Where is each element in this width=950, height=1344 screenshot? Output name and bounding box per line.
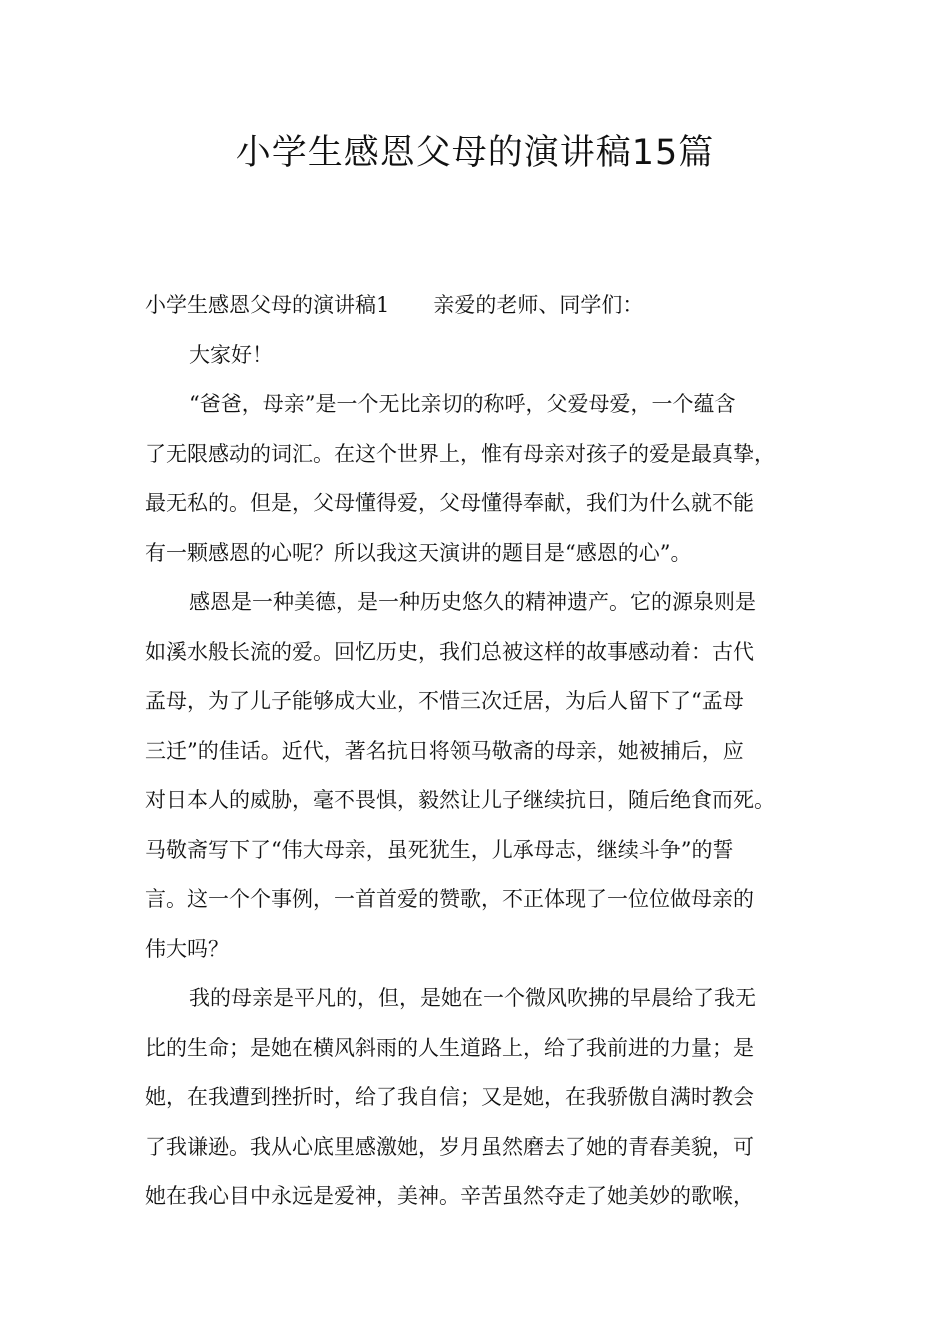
paragraph-line: 她在我心目中永远是爱神，美神。辛苦虽然夺走了她美妙的歌喉， (145, 1184, 754, 1208)
paragraph-line: 有一颗感恩的心呢？所以我这天演讲的题目是“感恩的心”。 (145, 540, 692, 565)
speech-heading: 小学生感恩父母的演讲稿1 (145, 293, 390, 317)
paragraph-line: 如溪水般长流的爱。回忆历史，我们总被这样的故事感动着：古代 (145, 639, 754, 664)
paragraph-line: 了无限感动的词汇。在这个世界上，惟有母亲对孩子的爱是最真挚， (145, 441, 775, 466)
paragraph-line: 马敬斋写下了“伟大母亲，虽死犹生，儿承母志，继续斗争”的誓 (145, 837, 734, 862)
paragraph-line: 她，在我遭到挫折时，给了我自信；又是她，在我骄傲自满时教会 (145, 1085, 754, 1109)
heading-line (145, 281, 815, 331)
paragraph-line: 比的生命；是她在横风斜雨的人生道路上，给了我前进的力量；是 (145, 1035, 754, 1060)
paragraph-line: 了我谦逊。我从心底里感激她，岁月虽然磨去了她的青春美貌，可 (145, 1134, 754, 1159)
paragraph-line: 大家好！ (189, 342, 273, 367)
paragraph-line: 对日本人的威胁，毫不畏惧，毅然让儿子继续抗日，随后绝食而死。 (145, 788, 775, 812)
paragraph-line: 感恩是一种美德，是一种历史悠久的精神遗产。它的源泉则是 (189, 590, 756, 614)
salutation: 亲爱的老师、同学们： (433, 293, 644, 317)
paragraph-line: 伟大吗？ (145, 936, 229, 961)
paragraph-line: 言。这一个个事例，一首首爱的赞歌，不正体现了一位位做母亲的 (145, 887, 754, 911)
document-body (145, 281, 815, 1222)
paragraph-line: “爸爸，母亲”是一个无比亲切的称呼，父爱母爱，一个蕴含 (189, 392, 736, 416)
paragraph-line: 孟母，为了儿子能够成大业，不惜三次迁居，为后人留下了“孟母 (145, 689, 744, 713)
paragraph-line: 最无私的。但是，父母懂得爱，父母懂得奉献，我们为什么就不能 (145, 491, 754, 515)
document-title: 小学生感恩父母的演讲稿15篇 (235, 133, 715, 173)
paragraph-line: 三迁”的佳话。近代，著名抗日将领马敬斋的母亲，她被捕后，应 (145, 738, 744, 763)
paragraph-line: 我的母亲是平凡的，但，是她在一个微风吹拂的早晨给了我无 (189, 986, 756, 1010)
